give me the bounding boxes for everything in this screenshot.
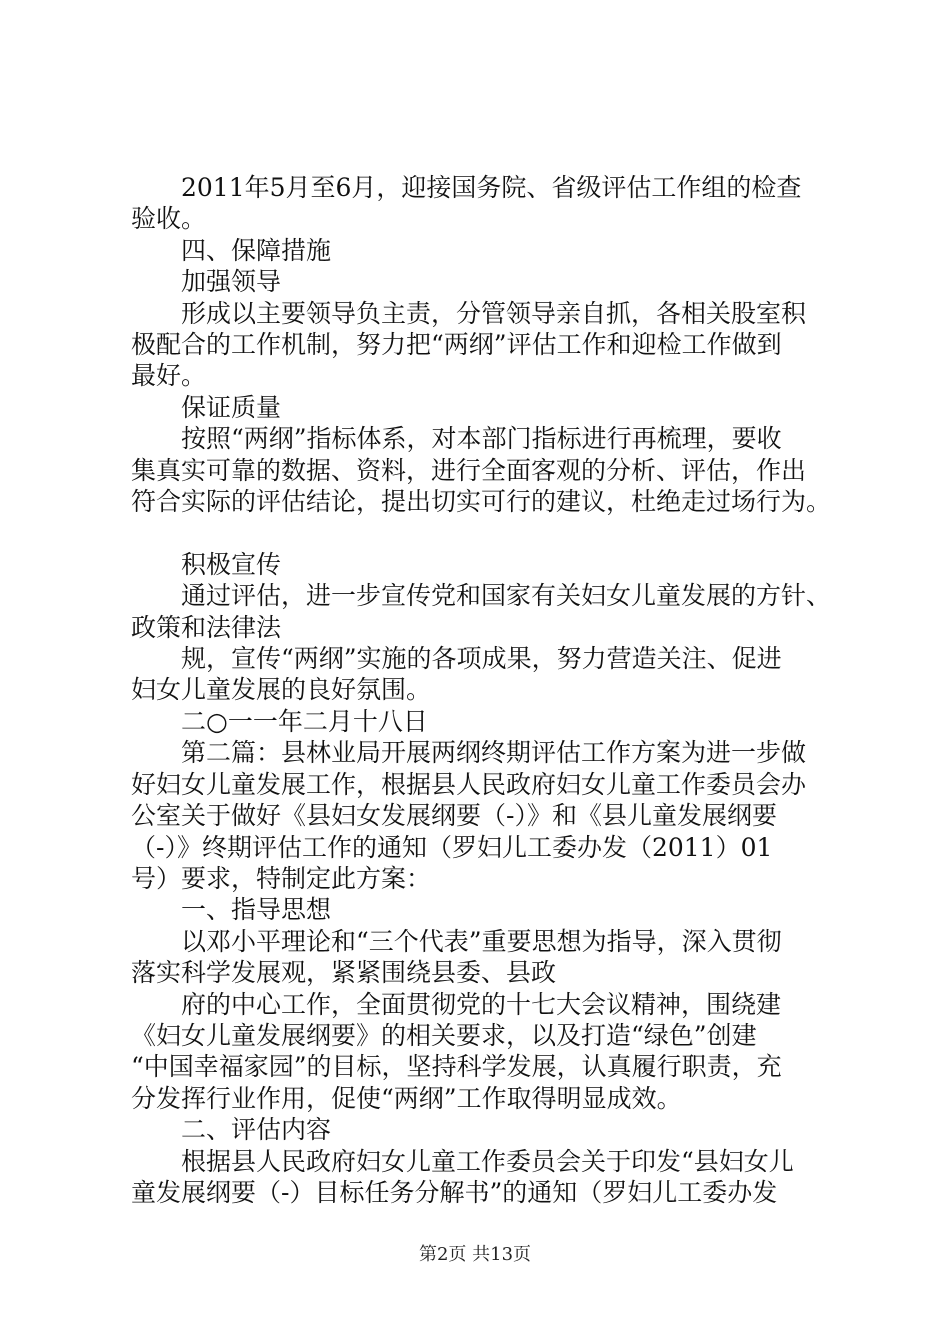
text-line: 一、指导思想 [181, 895, 332, 925]
text-line: 极配合的工作机制，努力把“两纲”评估工作和迎检工作做到 [131, 330, 782, 360]
page-footer: 第2页 共13页 [418, 1244, 532, 1265]
text-line: 按照“两纲”指标体系，对本部门指标进行再梳理，要收 [181, 424, 782, 454]
text-line: 加强领导 [181, 267, 282, 297]
text-line: 通过评估，进一步宣传党和国家有关妇女儿童发展的方针、 [181, 581, 832, 611]
text-line: 政策和法律法 [131, 612, 282, 642]
text-line: 分发挥行业作用，促使“两纲”工作取得明显成效。 [131, 1083, 682, 1113]
text-line: 第二篇：县林业局开展两纲终期评估工作方案为进一步做 [181, 738, 807, 768]
text-line: 形成以主要领导负主责，分管领导亲自抓，各相关股室积 [181, 298, 807, 328]
text-line: 集真实可靠的数据、资料，进行全面客观的分析、评估，作出 [131, 455, 807, 485]
text-line: 公室关于做好《县妇女发展纲要（-）》和《县儿童发展纲要 [131, 801, 777, 831]
text-line [131, 517, 831, 548]
text-line: 最好。 [131, 361, 207, 391]
text-line: 四、保障措施 [181, 235, 332, 265]
document-body [131, 172, 831, 1208]
text-line: 保证质量 [181, 392, 282, 422]
text-line: 落实科学发展观，紧紧围绕县委、县政 [131, 958, 557, 988]
text-line: （-）》终期评估工作的通知（罗妇儿工委办发（2011）01 [131, 832, 773, 862]
text-line: 好妇女儿童发展工作，根据县人民政府妇女儿童工作委员会办 [131, 769, 807, 799]
text-line: 验收。 [131, 204, 207, 234]
text-line: 号）要求，特制定此方案： [131, 863, 432, 893]
text-line: 二、评估内容 [181, 1115, 332, 1145]
text-line: 《妇女儿童发展纲要》的相关要求，以及打造“绿色”创建 [131, 1020, 757, 1050]
text-line: “中国幸福家园”的目标，坚持科学发展，认真履行职责，充 [131, 1052, 782, 1082]
text-line: 规，宣传“两纲”实施的各项成果，努力营造关注、促进 [181, 644, 782, 674]
text-line: 以邓小平理论和“三个代表”重要思想为指导，深入贯彻 [181, 926, 782, 956]
text-line: 2011年5月至6月，迎接国务院、省级评估工作组的检查 [181, 173, 802, 202]
text-line: 府的中心工作，全面贯彻党的十七大会议精神，围绕建 [181, 989, 782, 1019]
text-line: 积极宣传 [181, 549, 282, 579]
text-line: 符合实际的评估结论，提出切实可行的建议，杜绝走过场行为。 [131, 487, 832, 517]
text-line: 妇女儿童发展的良好氛围。 [131, 675, 432, 705]
text-line: 二○一一年二月十八日 [181, 706, 428, 736]
text-line: 根据县人民政府妇女儿童工作委员会关于印发“县妇女儿 [181, 1146, 794, 1176]
text-line: 童发展纲要（-）目标任务分解书”的通知（罗妇儿工委办发 [131, 1177, 778, 1207]
